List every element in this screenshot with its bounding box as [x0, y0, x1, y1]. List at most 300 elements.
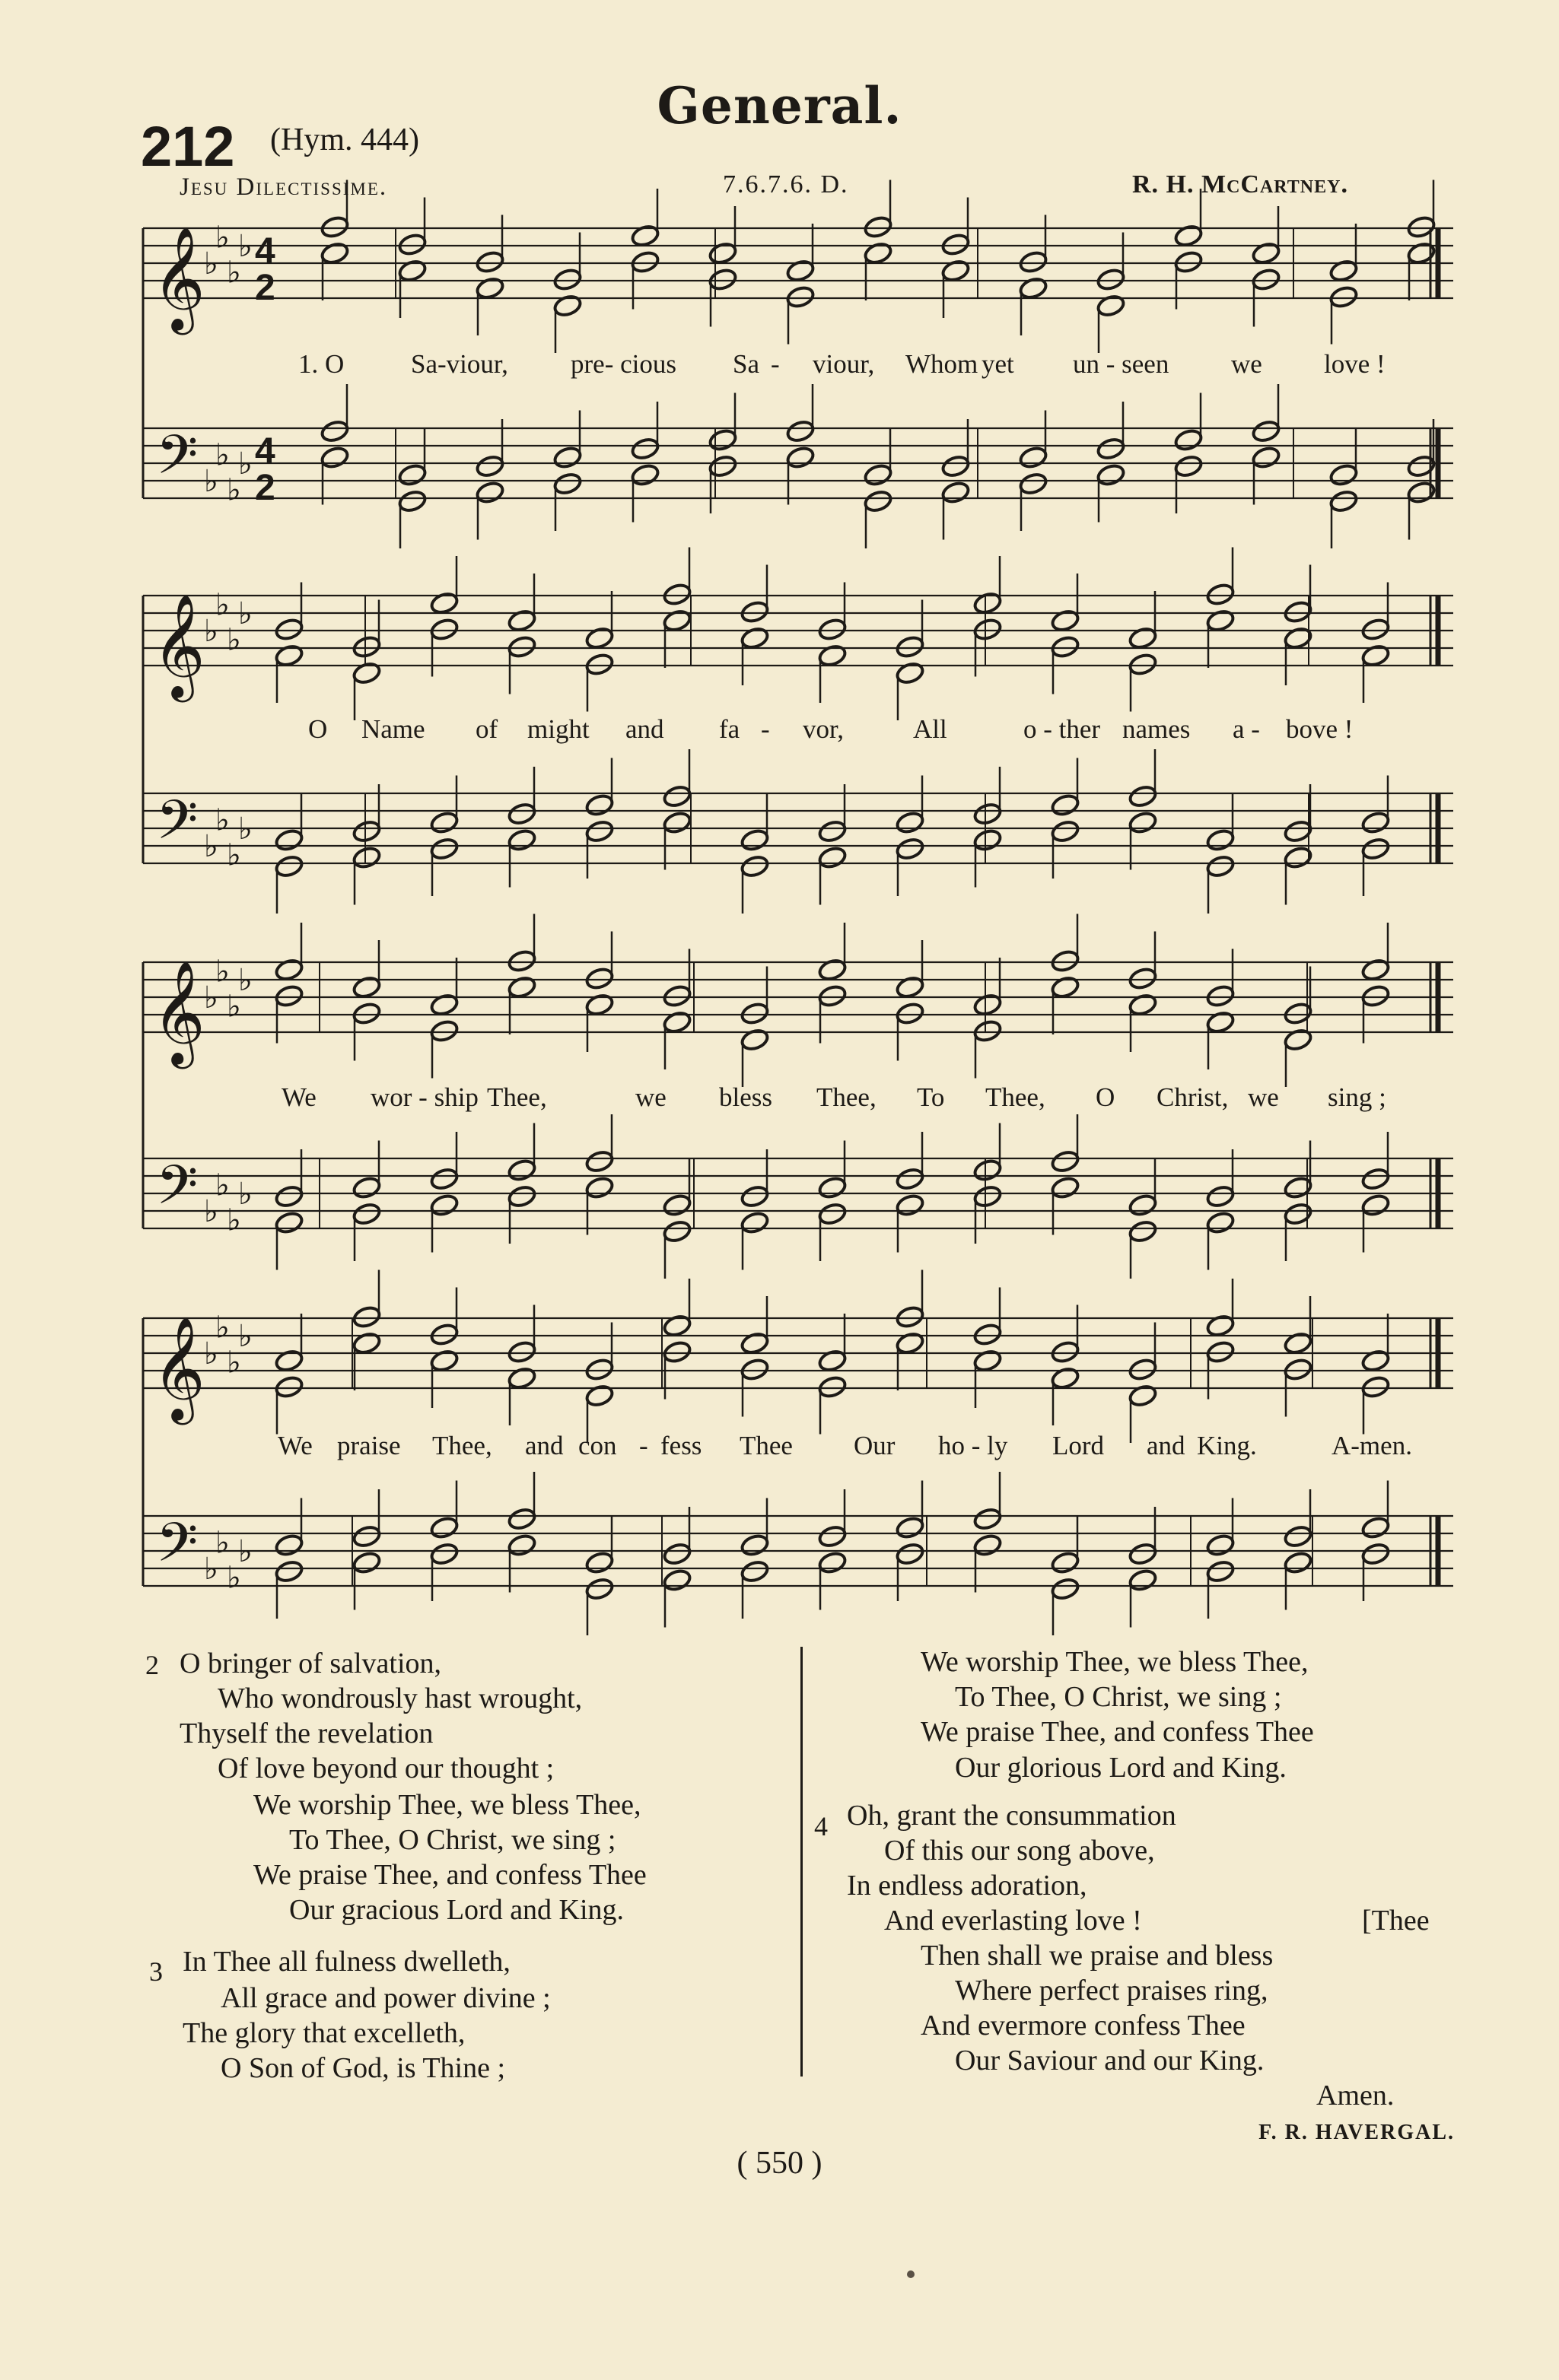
verse-line: To Thee, O Christ, we sing ; — [289, 1824, 616, 1856]
note-head — [895, 634, 924, 659]
lyric-syllable: wor - ship — [371, 1082, 479, 1112]
note-head — [1096, 437, 1125, 461]
note-head — [708, 427, 737, 452]
note-head — [507, 1339, 536, 1364]
note-head — [1018, 249, 1048, 274]
note-head — [274, 854, 304, 879]
verse-line: And evermore confess Thee — [921, 2010, 1246, 2042]
note-head — [274, 1184, 304, 1209]
note-head — [1128, 1357, 1157, 1381]
note-head — [1360, 810, 1390, 834]
note-head — [1360, 643, 1390, 668]
note-head — [397, 489, 427, 513]
note-head — [1173, 427, 1203, 452]
verse-line: O Son of God, is Thine ; — [221, 2052, 506, 2084]
verse-line: Where perfect praises ring, — [955, 1975, 1268, 2007]
note-head — [397, 259, 427, 283]
note-head — [352, 1331, 381, 1355]
flat-icon: ♭ — [215, 954, 230, 989]
note-head — [1050, 1366, 1080, 1390]
flat-icon: ♭ — [238, 812, 253, 846]
note-head — [584, 626, 614, 650]
note-head — [584, 1384, 614, 1408]
note-head — [1050, 1149, 1080, 1174]
note-head — [1360, 1515, 1390, 1540]
verse-line: We worship Thee, we bless Thee, — [921, 1646, 1309, 1678]
lyric-syllable: con — [578, 1431, 617, 1460]
flat-icon: ♭ — [238, 1319, 253, 1353]
note-head — [1406, 241, 1436, 265]
bass-clef-icon: 𝄢 — [156, 1154, 199, 1230]
verse-line: Thyself the revelation — [180, 1717, 434, 1749]
note-head — [584, 1577, 614, 1601]
lyric-syllable: Name — [361, 714, 425, 744]
note-head — [817, 1349, 847, 1373]
verse-line: In endless adoration, — [847, 1870, 1087, 1902]
verse-line: In Thee all fulness dwelleth, — [183, 1946, 511, 1978]
flat-icon: ♭ — [215, 437, 230, 472]
note-head — [895, 1001, 924, 1025]
lyric-syllable: ho - ly — [938, 1431, 1008, 1460]
note-head — [817, 845, 847, 869]
tune-name: Jesu Dilectissime. — [180, 173, 388, 201]
lyric-syllable: - — [761, 714, 770, 744]
flat-icon: ♭ — [227, 472, 241, 507]
note-head — [1205, 1210, 1235, 1234]
note-head — [895, 1304, 924, 1329]
note-head — [895, 1515, 924, 1540]
lyric-syllable: Thee, — [985, 1082, 1045, 1112]
lyric-syllable: a - — [1233, 714, 1260, 744]
note-head — [274, 1533, 304, 1557]
note-head — [274, 1559, 304, 1584]
bass-clef-icon: 𝄢 — [156, 1511, 199, 1587]
verse-line: Our gracious Lord and King. — [289, 1894, 625, 1926]
meter: 7.6.7.6. D. — [723, 170, 849, 199]
composer: R. H. McCartney. — [1132, 170, 1348, 199]
note-head — [1173, 224, 1203, 248]
note-head — [352, 845, 381, 869]
note-head — [1283, 1524, 1312, 1549]
flat-icon: ♭ — [227, 1345, 241, 1380]
note-head — [507, 609, 536, 633]
author: F. R. HAVERGAL. — [1258, 2121, 1455, 2144]
lyric-syllable: we — [1231, 349, 1262, 379]
flat-icon: ♭ — [238, 1534, 253, 1568]
flat-icon: ♭ — [215, 802, 230, 837]
note-head — [429, 810, 459, 834]
note-head — [584, 966, 614, 990]
flat-icon: ♭ — [215, 220, 230, 255]
note-head — [1128, 784, 1157, 809]
note-head — [429, 1018, 459, 1043]
note-head — [1283, 1028, 1312, 1052]
note-head — [662, 1010, 692, 1034]
note-head — [429, 591, 459, 615]
flat-icon: ♭ — [238, 596, 253, 631]
note-head — [785, 445, 815, 469]
note-head — [740, 1028, 769, 1052]
note-head — [1328, 259, 1358, 283]
note-head — [1050, 634, 1080, 659]
note-head — [972, 828, 1002, 852]
note-head — [584, 1357, 614, 1381]
lyric-syllable: We — [282, 1082, 317, 1112]
lyric-syllable: To — [917, 1082, 945, 1112]
note-head — [1328, 284, 1358, 309]
verse-number: 4 — [814, 1811, 828, 1841]
note-head — [895, 1193, 924, 1217]
note-head — [662, 1193, 692, 1217]
note-head — [584, 652, 614, 676]
verse-line: Our glorious Lord and King. — [955, 1752, 1287, 1784]
note-head — [274, 958, 304, 982]
note-head — [817, 1524, 847, 1549]
flat-icon: ♭ — [215, 1310, 230, 1345]
note-head — [740, 599, 769, 624]
note-head — [1360, 983, 1390, 1008]
verse-line: Who wondrously hast wrought, — [218, 1683, 583, 1714]
note-head — [1360, 837, 1390, 861]
note-head — [352, 1001, 381, 1025]
note-head — [785, 284, 815, 309]
note-head — [274, 1210, 304, 1234]
time-signature-bottom: 2 — [255, 468, 275, 508]
verse-line: Oh, grant the consummation — [847, 1800, 1176, 1832]
note-head — [863, 241, 892, 265]
treble-clef-icon: 𝄞 — [152, 225, 205, 330]
lyric-syllable: o - ther — [1023, 714, 1101, 744]
note-head — [972, 1158, 1002, 1182]
note-head — [895, 661, 924, 685]
note-head — [1251, 445, 1281, 469]
note-head — [1205, 1314, 1235, 1338]
lyric-syllable: fa — [719, 714, 740, 744]
note-head — [895, 975, 924, 999]
note-head — [1328, 489, 1358, 513]
note-head — [740, 1533, 769, 1557]
note-head — [630, 224, 660, 248]
note-head — [1205, 983, 1235, 1008]
note-head — [708, 241, 737, 265]
lyric-syllable: - — [639, 1431, 648, 1460]
note-head — [475, 480, 504, 504]
note-head — [352, 975, 381, 999]
note-head — [1283, 1202, 1312, 1226]
lyric-syllable: love ! — [1324, 349, 1386, 379]
note-head — [429, 993, 459, 1017]
verse-line: We praise Thee, and confess Thee — [921, 1716, 1314, 1748]
lyric-syllable: Thee, — [487, 1082, 547, 1112]
lyric-syllable: of — [476, 714, 498, 744]
verse-number: 3 — [149, 1956, 163, 1987]
bass-clef-icon: 𝄢 — [156, 424, 199, 500]
verse-line: And everlasting love ! — [884, 1905, 1142, 1937]
note-head — [1128, 993, 1157, 1017]
note-head — [895, 1542, 924, 1566]
note-head — [940, 259, 970, 283]
note-head — [1018, 472, 1048, 496]
note-head — [1360, 1193, 1390, 1217]
lyric-syllable: yet — [982, 349, 1014, 379]
note-head — [817, 958, 847, 982]
time-signature-top: 4 — [255, 231, 275, 272]
note-head — [740, 1331, 769, 1355]
note-head — [507, 634, 536, 659]
note-head — [1205, 1533, 1235, 1557]
note-head — [507, 1184, 536, 1209]
lyric-syllable: King. — [1197, 1431, 1257, 1460]
note-head — [352, 1550, 381, 1574]
note-head — [584, 1149, 614, 1174]
lyric-syllable: and — [625, 714, 664, 744]
flat-icon: ♭ — [227, 622, 241, 657]
note-head — [274, 643, 304, 668]
note-head — [785, 259, 815, 283]
note-head — [817, 1550, 847, 1574]
note-head — [972, 617, 1002, 641]
lyric-syllable: we — [635, 1082, 667, 1112]
note-head — [397, 462, 427, 487]
note-head — [552, 294, 582, 318]
note-head — [1283, 1175, 1312, 1200]
note-head — [740, 854, 769, 879]
note-head — [429, 617, 459, 641]
flat-icon: ♭ — [238, 963, 253, 997]
lyric-syllable: Christ, — [1157, 1082, 1229, 1112]
note-head — [972, 1018, 1002, 1043]
note-head — [274, 828, 304, 852]
note-head — [274, 617, 304, 641]
note-head — [972, 1507, 1002, 1531]
note-head — [507, 1366, 536, 1390]
note-head — [552, 472, 582, 496]
note-head — [817, 1374, 847, 1399]
lyric-syllable: Whom — [905, 349, 978, 379]
note-head — [352, 661, 381, 685]
note-head — [1205, 854, 1235, 879]
note-head — [1128, 1542, 1157, 1566]
note-head — [1360, 958, 1390, 982]
note-head — [740, 1184, 769, 1209]
verse-line: Of this our song above, — [884, 1835, 1155, 1867]
note-head — [817, 617, 847, 641]
note-head — [274, 983, 304, 1008]
note-head — [552, 445, 582, 469]
note-head — [507, 1158, 536, 1182]
lyric-syllable: un - seen — [1073, 349, 1169, 379]
note-head — [1050, 1175, 1080, 1200]
note-head — [740, 626, 769, 650]
note-head — [320, 445, 349, 469]
note-head — [630, 437, 660, 461]
note-head — [940, 232, 970, 256]
note-head — [1205, 609, 1235, 633]
note-head — [1128, 810, 1157, 834]
flat-icon: ♭ — [227, 989, 241, 1024]
lyric-syllable: praise — [337, 1431, 401, 1460]
verse-line: All grace and power divine ; — [221, 1982, 551, 2014]
note-head — [740, 1210, 769, 1234]
flat-icon: ♭ — [238, 1177, 253, 1211]
note-head — [1406, 480, 1436, 504]
note-head — [1050, 975, 1080, 999]
verse-number: 2 — [145, 1650, 159, 1680]
note-head — [352, 819, 381, 844]
note-head — [584, 1175, 614, 1200]
lyric-syllable: viour, — [813, 349, 875, 379]
flat-icon: ♭ — [204, 1552, 218, 1586]
note-head — [507, 949, 536, 973]
note-head — [817, 983, 847, 1008]
flat-icon: ♭ — [215, 587, 230, 622]
flat-icon: ♭ — [238, 446, 253, 481]
note-head — [817, 819, 847, 844]
flat-icon: ♭ — [215, 1168, 230, 1203]
note-head — [1360, 1167, 1390, 1191]
page-number: ( 550 ) — [737, 2146, 822, 2181]
note-head — [429, 1193, 459, 1217]
verse-line: We praise Thee, and confess Thee — [253, 1859, 647, 1891]
note-head — [1205, 582, 1235, 606]
lyric-syllable: Thee — [740, 1431, 793, 1460]
flat-icon: ♭ — [204, 464, 218, 498]
note-head — [1205, 1010, 1235, 1034]
note-head — [1050, 793, 1080, 817]
treble-clef-icon: 𝄞 — [152, 1315, 205, 1420]
note-head — [429, 1349, 459, 1373]
lyric-syllable: All — [913, 714, 947, 744]
note-head — [972, 802, 1002, 826]
lyric-syllable: might — [527, 714, 590, 744]
note-head — [274, 1374, 304, 1399]
note-head — [1328, 462, 1358, 487]
note-head — [708, 267, 737, 291]
note-head — [662, 609, 692, 633]
note-head — [507, 1507, 536, 1531]
lyric-syllable: Our — [854, 1431, 896, 1460]
note-head — [817, 1175, 847, 1200]
lyric-syllable: and — [1147, 1431, 1185, 1460]
note-head — [895, 1167, 924, 1191]
lyric-syllable: bove ! — [1286, 714, 1354, 744]
note-head — [429, 1167, 459, 1191]
note-head — [274, 1349, 304, 1373]
note-head — [817, 1202, 847, 1226]
note-head — [1251, 419, 1281, 443]
note-head — [895, 810, 924, 834]
note-head — [1050, 1339, 1080, 1364]
note-head — [740, 1559, 769, 1584]
verse-line: Then shall we praise and bless — [921, 1940, 1274, 1972]
hymn-number: 212 — [141, 115, 235, 178]
note-head — [1283, 1550, 1312, 1574]
lyric-syllable: We — [278, 1431, 313, 1460]
note-head — [1050, 1550, 1080, 1574]
note-head — [662, 1568, 692, 1592]
note-head — [352, 1304, 381, 1329]
note-head — [1128, 1384, 1157, 1408]
note-head — [972, 591, 1002, 615]
note-head — [429, 1515, 459, 1540]
note-head — [1050, 819, 1080, 844]
flat-icon: ♭ — [227, 1203, 241, 1238]
note-head — [863, 489, 892, 513]
treble-clef-icon: 𝄞 — [152, 593, 205, 697]
lyric-syllable: Thee, — [816, 1082, 877, 1112]
note-head — [1251, 241, 1281, 265]
note-head — [740, 1357, 769, 1381]
note-head — [429, 1322, 459, 1346]
note-head — [507, 828, 536, 852]
note-head — [1128, 652, 1157, 676]
verse-line: To Thee, O Christ, we sing ; — [955, 1681, 1282, 1713]
note-head — [507, 1533, 536, 1557]
section-title: General. — [657, 76, 902, 135]
flat-icon: ♭ — [204, 1194, 218, 1228]
flat-icon: ♭ — [227, 837, 241, 872]
flat-icon: ♭ — [204, 614, 218, 648]
bass-clef-icon: 𝄢 — [156, 789, 199, 865]
flat-icon: ♭ — [204, 246, 218, 281]
note-head — [1283, 1331, 1312, 1355]
lyric-syllable: we — [1248, 1082, 1279, 1112]
note-head — [1283, 1357, 1312, 1381]
note-head — [662, 1219, 692, 1244]
note-head — [630, 249, 660, 274]
note-head — [1050, 1577, 1080, 1601]
verse-line: The glory that excelleth, — [183, 2017, 466, 2049]
lyric-syllable: Sa-viour, — [411, 349, 508, 379]
note-head — [1406, 214, 1436, 239]
note-head — [1173, 249, 1203, 274]
flat-icon: ♭ — [204, 980, 218, 1015]
note-head — [1128, 1568, 1157, 1592]
note-head — [1018, 276, 1048, 300]
note-head — [662, 983, 692, 1008]
flat-icon: ♭ — [238, 229, 253, 263]
note-head — [972, 1349, 1002, 1373]
lyric-syllable: O — [308, 714, 328, 744]
note-head — [1205, 828, 1235, 852]
note-head — [1096, 462, 1125, 487]
note-head — [662, 784, 692, 809]
time-signature-top: 4 — [255, 431, 275, 472]
note-head — [972, 1322, 1002, 1346]
note-head — [740, 828, 769, 852]
verse-line: Our Saviour and our King. — [955, 2045, 1265, 2077]
note-head — [1128, 1193, 1157, 1217]
column-divider — [800, 1647, 803, 2077]
note-head — [1173, 454, 1203, 478]
note-head — [1360, 617, 1390, 641]
lyric-syllable: sing ; — [1328, 1082, 1386, 1112]
note-head — [352, 1524, 381, 1549]
note-head — [584, 819, 614, 844]
lyric-syllable: O — [1096, 1082, 1115, 1112]
note-head — [1205, 1559, 1235, 1584]
note-head — [662, 1339, 692, 1364]
lyric-syllable: - — [771, 349, 780, 379]
treble-clef-icon: 𝄞 — [152, 959, 205, 1064]
note-head — [1128, 966, 1157, 990]
flat-icon: ♭ — [227, 1560, 241, 1595]
note-head — [475, 454, 504, 478]
lyric-syllable: fess — [660, 1431, 702, 1460]
note-head — [320, 241, 349, 265]
lyric-syllable: and — [525, 1431, 564, 1460]
lyric-syllable: Thee, — [432, 1431, 492, 1460]
